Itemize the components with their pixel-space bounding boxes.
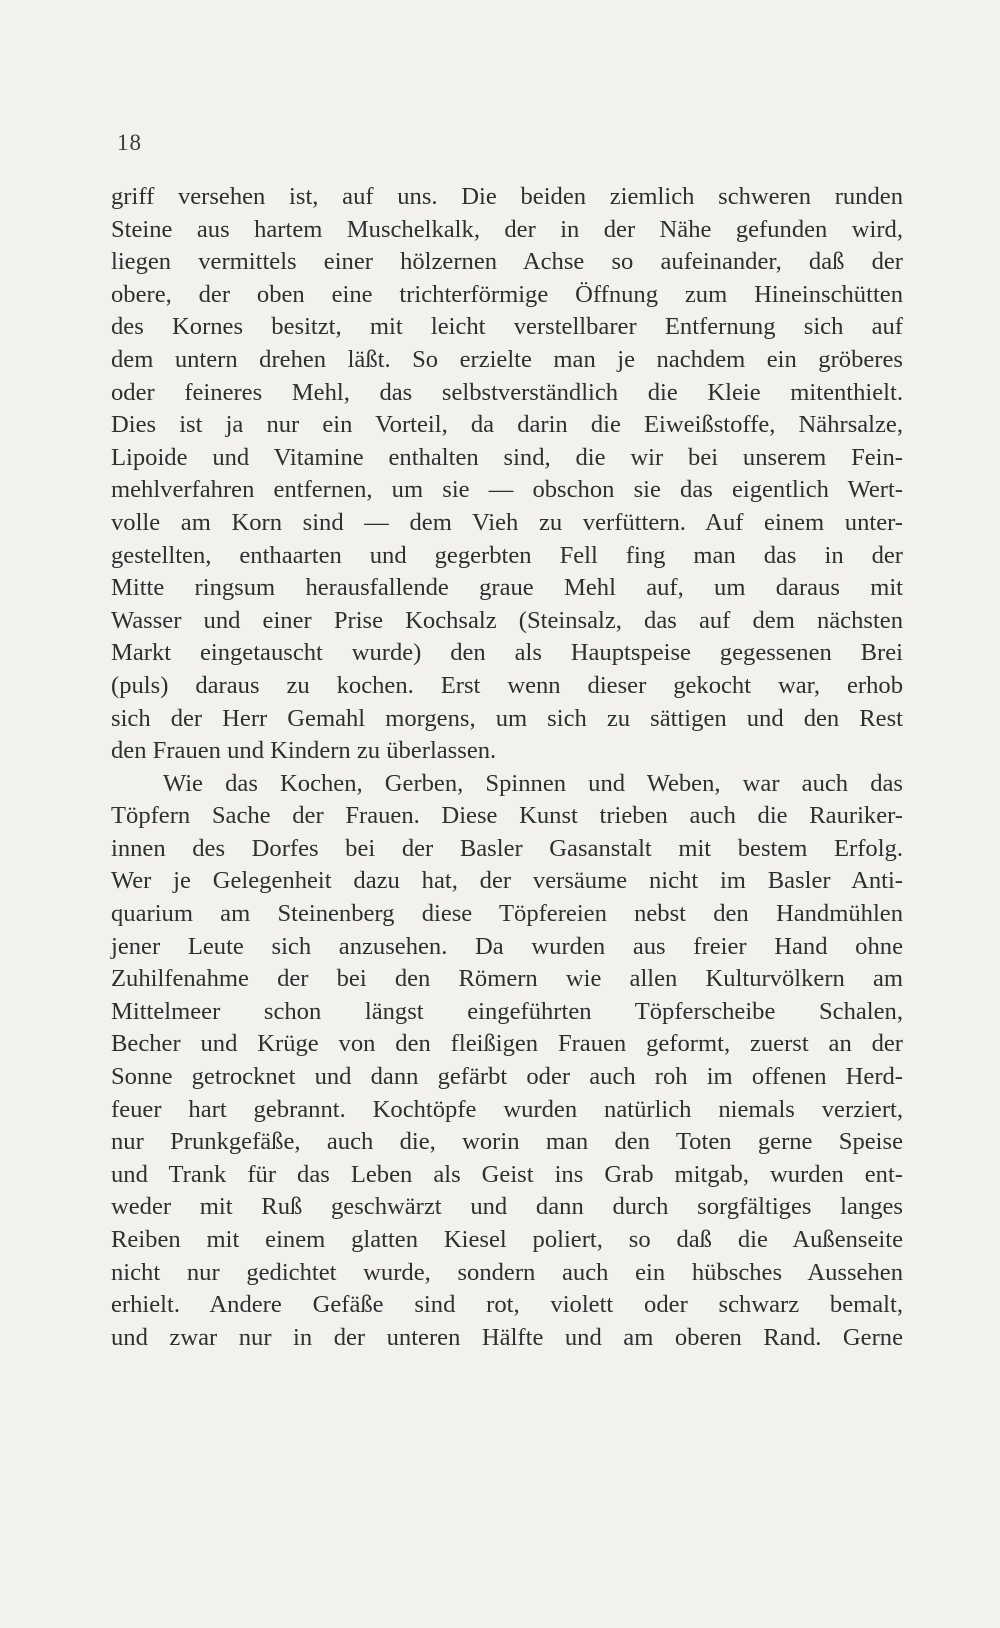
text-line: Markt eingetauscht wurde) den als Hauptspeise gegessenen Brei: [111, 639, 903, 667]
text-line: Steine aus hartem Muschelkalk, der in der Nähe gefunden wird,: [111, 215, 903, 243]
text-line: liegen vermittels einer hölzernen Achse so aufeinander, daß der: [111, 248, 903, 276]
text-line: gestellten, enthaarten und gegerbten Fell fing man das in der: [111, 541, 903, 569]
text-line: volle am Korn sind — dem Vieh zu verfüttern. Auf einem unter-: [111, 508, 903, 536]
body-text: [111, 181, 903, 1354]
text-line: Mitte ringsum herausfallende graue Mehl auf, um daraus mit: [111, 574, 903, 602]
text-line: mehlverfahren entfernen, um sie — obschon sie das eigentlich Wert-: [111, 476, 903, 504]
text-line: Mittelmeer schon längst eingeführten Töpferscheibe Schalen,: [111, 997, 903, 1025]
text-line: obere, der oben eine trichterförmige Öffnung zum Hineinschütten: [111, 280, 903, 308]
text-line: Dies ist ja nur ein Vorteil, da darin die Eiweißstoffe, Nährsalze,: [111, 411, 903, 439]
text-line: griff versehen ist, auf uns. Die beiden ziemlich schweren runden: [111, 183, 903, 210]
text-line: Zuhilfenahme der bei den Römern wie allen Kulturvölkern am: [111, 965, 903, 993]
text-line: innen des Dorfes bei der Basler Gasanstalt mit bestem Erfolg.: [111, 834, 903, 862]
text-line: feuer hart gebrannt. Kochtöpfe wurden natürlich niemals verziert,: [111, 1095, 903, 1123]
text-line: erhielt. Andere Gefäße sind rot, violett oder schwarz bemalt,: [111, 1291, 903, 1319]
text-line: quarium am Steinenberg diese Töpfereien nebst den Handmühlen: [111, 900, 903, 928]
text-line: Wer je Gelegenheit dazu hat, der versäume nicht im Basler Anti-: [111, 867, 903, 895]
text-line: Wasser und einer Prise Kochsalz (Steinsalz, das auf dem nächsten: [111, 606, 903, 634]
text-line: Becher und Krüge von den fleißigen Frauen geformt, zuerst an der: [111, 1030, 903, 1058]
text-line: oder feineres Mehl, das selbstverständlich die Kleie mitenthielt.: [111, 378, 903, 406]
paragraph-end-line: den Frauen und Kindern zu überlassen.: [111, 737, 497, 765]
text-line: nicht nur gedichtet wurde, sondern auch ein hübsches Aussehen: [111, 1258, 903, 1286]
text-line: des Kornes besitzt, mit leicht verstellbarer Entfernung sich auf: [111, 313, 903, 341]
text-line: sich der Herr Gemahl morgens, um sich zu sättigen und den Rest: [111, 704, 903, 732]
text-line: und zwar nur in der unteren Hälfte und am oberen Rand. Gerne: [111, 1323, 903, 1351]
text-line: weder mit Ruß geschwärzt und dann durch sorgfältiges langes: [111, 1193, 903, 1221]
text-line: Sonne getrocknet und dann gefärbt oder auch roh im offenen Herd-: [111, 1063, 903, 1091]
text-line: dem untern drehen läßt. So erzielte man je nachdem ein gröberes: [111, 345, 903, 373]
text-line: Töpfern Sache der Frauen. Diese Kunst trieben auch die Rauriker-: [111, 802, 903, 830]
text-line: jener Leute sich anzusehen. Da wurden aus freier Hand ohne: [111, 932, 903, 960]
text-line: Reiben mit einem glatten Kiesel poliert, so daß die Außenseite: [111, 1226, 903, 1253]
page-number: 18: [117, 130, 142, 155]
text-line: nur Prunkgefäße, auch die, worin man den Toten gerne Speise: [111, 1128, 903, 1156]
text-line: (puls) daraus zu kochen. Erst wenn dieser gekocht war, erhob: [111, 671, 903, 699]
text-line: Lipoide und Vitamine enthalten sind, die wir bei unserem Fein-: [111, 443, 903, 471]
text-line: und Trank für das Leben als Geist ins Grab mitgab, wurden ent-: [111, 1160, 903, 1188]
paragraph-start-line: Wie das Kochen, Gerben, Spinnen und Weben, war auch das: [163, 769, 903, 797]
